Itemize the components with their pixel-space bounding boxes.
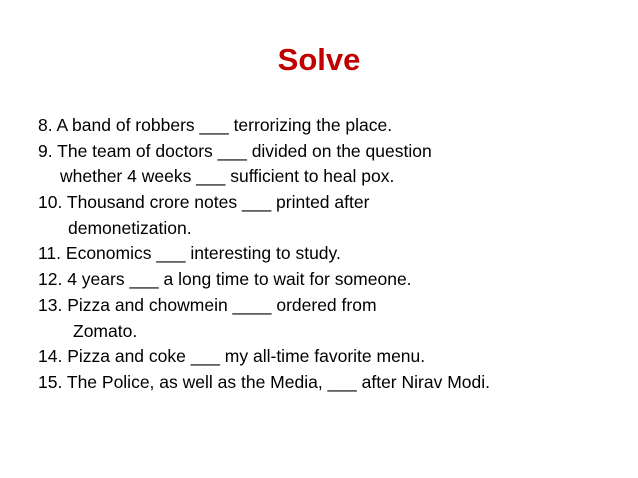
exercise-item-13-continued: Zomato. xyxy=(73,320,138,341)
exercise-item-8: 8. A band of robbers ___ terrorizing the place. xyxy=(38,115,393,135)
exercise-item-14: 14. Pizza and coke ___ my all-time favorite menu. xyxy=(38,346,426,367)
exercise-list xyxy=(38,113,618,396)
exercise-item-10-continued: demonetization. xyxy=(68,217,192,238)
slide-title: Solve xyxy=(277,42,361,77)
exercise-item-15: 15. The Police, as well as the Media, ___ after Nirav Modi. xyxy=(38,371,490,392)
exercise-item-12: 12. 4 years ___ a long time to wait for someone. xyxy=(38,269,412,290)
exercise-item-9-continued: whether 4 weeks ___ sufficient to heal pox. xyxy=(60,166,395,187)
exercise-item-10: 10. Thousand crore notes ___ printed after xyxy=(38,192,370,213)
exercise-item-9: 9. The team of doctors ___ divided on the question xyxy=(38,140,432,161)
exercise-item-11: 11. Economics ___ interesting to study. xyxy=(38,243,341,264)
exercise-item-13: 13. Pizza and chowmein ____ ordered from xyxy=(38,294,377,315)
